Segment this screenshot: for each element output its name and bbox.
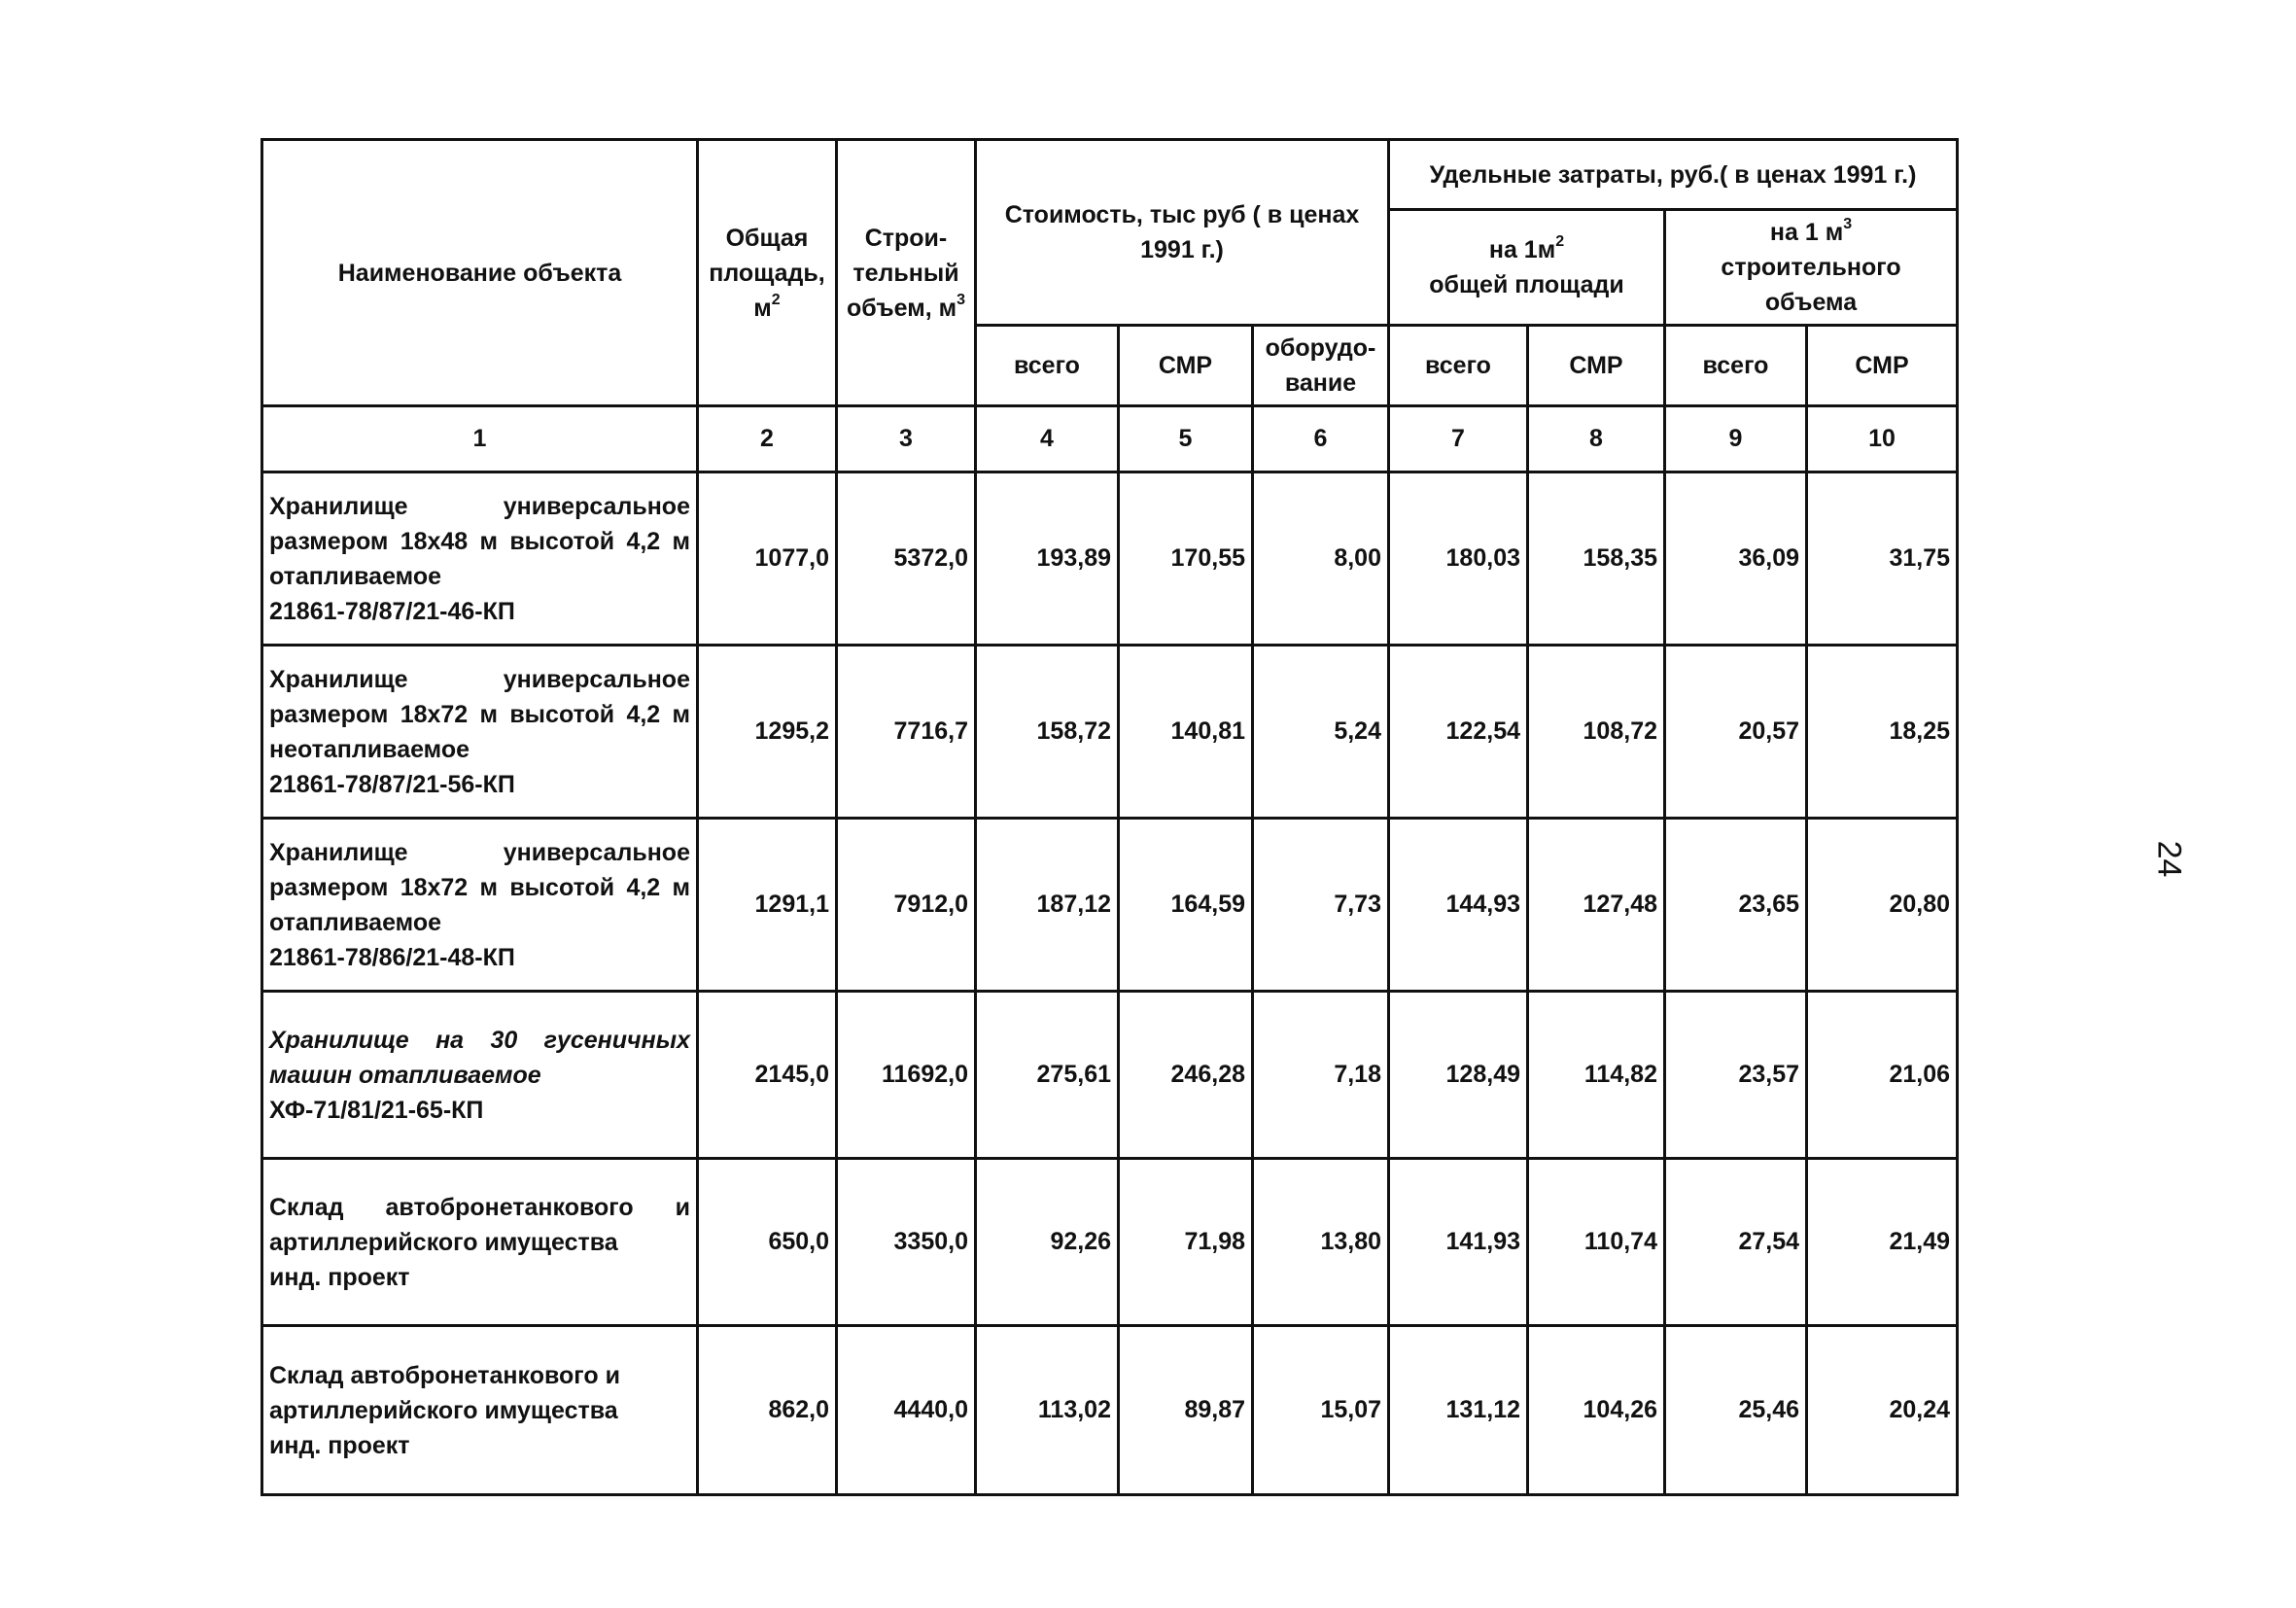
header-name <box>262 140 698 406</box>
cost-total-cell: 275,61 <box>976 992 1119 1159</box>
m2-smr-cell: 127,48 <box>1528 819 1665 992</box>
object-name-cell <box>262 819 698 992</box>
column-number: 1 <box>262 406 698 472</box>
column-number: 7 <box>1389 406 1528 472</box>
cost-total-cell: 92,26 <box>976 1159 1119 1326</box>
object-name-cell <box>262 1326 698 1495</box>
volume-cell: 3350,0 <box>837 1159 976 1326</box>
header-name-text: Наименование объекта <box>337 259 622 287</box>
area-cell: 1295,2 <box>698 646 837 819</box>
header-volume <box>837 140 976 406</box>
m3-smr-cell: 21,06 <box>1807 992 1958 1159</box>
object-code: ХФ-71/81/21-65-КП <box>269 1096 484 1124</box>
header-area-text: Общая площадь, м <box>709 224 825 322</box>
table-row <box>262 1326 1958 1495</box>
header-per-m3-text: на 1 м <box>1769 219 1844 246</box>
area-cell: 1077,0 <box>698 472 837 646</box>
area-cell: 862,0 <box>698 1326 837 1495</box>
header-area <box>698 140 837 406</box>
header-specific <box>1389 140 1958 210</box>
column-number: 2 <box>698 406 837 472</box>
object-code: 21861-78/87/21-46-КП <box>269 597 515 625</box>
cost-equipment-cell: 7,73 <box>1253 819 1389 992</box>
subheader-m2-smr: СМР <box>1528 326 1665 406</box>
object-name-cell <box>262 1159 698 1326</box>
cost-equipment-cell: 8,00 <box>1253 472 1389 646</box>
header-area-sup: 2 <box>771 291 781 308</box>
subheader-m3-smr: СМР <box>1807 326 1958 406</box>
header-per-m3-rest: строительного объема <box>1721 254 1901 316</box>
object-code: 21861-78/86/21-48-КП <box>269 943 515 971</box>
cost-smr-cell: 164,59 <box>1119 819 1253 992</box>
m2-smr-cell: 108,72 <box>1528 646 1665 819</box>
subheader-m2-total: всего <box>1389 326 1528 406</box>
table-row <box>262 646 1958 819</box>
subheader-cost-equipment: оборудо-вание <box>1253 326 1389 406</box>
subheader-m3-total: всего <box>1665 326 1807 406</box>
header-per-m2 <box>1389 210 1665 326</box>
object-name-cell <box>262 992 698 1159</box>
column-number: 3 <box>837 406 976 472</box>
m2-total-cell: 180,03 <box>1389 472 1528 646</box>
m2-total-cell: 141,93 <box>1389 1159 1528 1326</box>
area-cell: 650,0 <box>698 1159 837 1326</box>
object-name-cell <box>262 646 698 819</box>
cost-smr-cell: 170,55 <box>1119 472 1253 646</box>
cost-smr-cell: 71,98 <box>1119 1159 1253 1326</box>
m2-total-cell: 144,93 <box>1389 819 1528 992</box>
header-per-m3 <box>1665 210 1958 326</box>
header-per-m2-rest: общей площади <box>1429 271 1624 298</box>
cost-total-cell: 158,72 <box>976 646 1119 819</box>
volume-cell: 4440,0 <box>837 1326 976 1495</box>
table-row <box>262 472 1958 646</box>
table-row <box>262 819 1958 992</box>
subheader-cost-total: всего <box>976 326 1119 406</box>
cost-table <box>261 138 1959 1496</box>
header-per-m2-text: на 1м <box>1488 236 1556 263</box>
cost-total-cell: 193,89 <box>976 472 1119 646</box>
subheader-cost-smr: СМР <box>1119 326 1253 406</box>
column-number-row <box>262 406 1958 472</box>
cost-equipment-cell: 7,18 <box>1253 992 1389 1159</box>
m3-smr-cell: 21,49 <box>1807 1159 1958 1326</box>
cost-total-cell: 113,02 <box>976 1326 1119 1495</box>
m3-total-cell: 36,09 <box>1665 472 1807 646</box>
volume-cell: 7912,0 <box>837 819 976 992</box>
m2-smr-cell: 158,35 <box>1528 472 1665 646</box>
m2-total-cell: 128,49 <box>1389 992 1528 1159</box>
column-number: 6 <box>1253 406 1389 472</box>
table-row <box>262 1159 1958 1326</box>
cost-smr-cell: 246,28 <box>1119 992 1253 1159</box>
object-name: Хранилище универсальное размером 18х72 м высотой 4,2 м отапливаемое <box>269 838 690 936</box>
header-per-m2-sup: 2 <box>1555 233 1565 250</box>
header-volume-sup: 3 <box>957 291 965 308</box>
m3-smr-cell: 31,75 <box>1807 472 1958 646</box>
cost-total-cell: 187,12 <box>976 819 1119 992</box>
m3-smr-cell: 20,80 <box>1807 819 1958 992</box>
object-name-cell <box>262 472 698 646</box>
header-cost <box>976 140 1389 326</box>
cost-equipment-cell: 5,24 <box>1253 646 1389 819</box>
volume-cell: 7716,7 <box>837 646 976 819</box>
column-number: 9 <box>1665 406 1807 472</box>
m2-smr-cell: 114,82 <box>1528 992 1665 1159</box>
header-per-m3-sup: 3 <box>1843 216 1853 232</box>
m3-total-cell: 25,46 <box>1665 1326 1807 1495</box>
m2-smr-cell: 104,26 <box>1528 1326 1665 1495</box>
cost-smr-cell: 140,81 <box>1119 646 1253 819</box>
m3-smr-cell: 18,25 <box>1807 646 1958 819</box>
m3-total-cell: 23,57 <box>1665 992 1807 1159</box>
column-number: 4 <box>976 406 1119 472</box>
cost-smr-cell: 89,87 <box>1119 1326 1253 1495</box>
m3-total-cell: 23,65 <box>1665 819 1807 992</box>
object-code: инд. проект <box>269 1431 410 1459</box>
m3-total-cell: 20,57 <box>1665 646 1807 819</box>
area-cell: 2145,0 <box>698 992 837 1159</box>
m2-total-cell: 122,54 <box>1389 646 1528 819</box>
column-number: 10 <box>1807 406 1958 472</box>
m3-total-cell: 27,54 <box>1665 1159 1807 1326</box>
table-row <box>262 992 1958 1159</box>
cost-equipment-cell: 15,07 <box>1253 1326 1389 1495</box>
header-specific-text: Удельные затраты, руб.( в ценах 1991 г.) <box>1429 160 1917 189</box>
column-number: 5 <box>1119 406 1253 472</box>
object-code: 21861-78/87/21-56-КП <box>269 770 515 798</box>
header-cost-text: Стоимость, тыс руб ( в ценах 1991 г.) <box>1004 201 1360 263</box>
object-code: инд. проект <box>269 1263 410 1291</box>
m2-smr-cell: 110,74 <box>1528 1159 1665 1326</box>
area-cell: 1291,1 <box>698 819 837 992</box>
column-number: 8 <box>1528 406 1665 472</box>
volume-cell: 11692,0 <box>837 992 976 1159</box>
object-name: Хранилище на 30 гусеничных машин отапливаемое <box>269 1026 690 1089</box>
m3-smr-cell: 20,24 <box>1807 1326 1958 1495</box>
object-name: Склад автобронетанкового и артиллерийского имущества <box>269 1361 620 1424</box>
object-name: Хранилище универсальное размером 18х48 м высотой 4,2 м отапливаемое <box>269 492 690 590</box>
m2-total-cell: 131,12 <box>1389 1326 1528 1495</box>
object-name: Хранилище универсальное размером 18х72 м высотой 4,2 м неотапливаемое <box>269 665 690 763</box>
volume-cell: 5372,0 <box>837 472 976 646</box>
object-name: Склад автобронетанкового и артиллерийского имущества <box>269 1193 690 1256</box>
page-number: 24 <box>2150 840 2188 878</box>
cost-equipment-cell: 13,80 <box>1253 1159 1389 1326</box>
header-volume-text: Строи-тельный объем, м <box>847 224 959 322</box>
